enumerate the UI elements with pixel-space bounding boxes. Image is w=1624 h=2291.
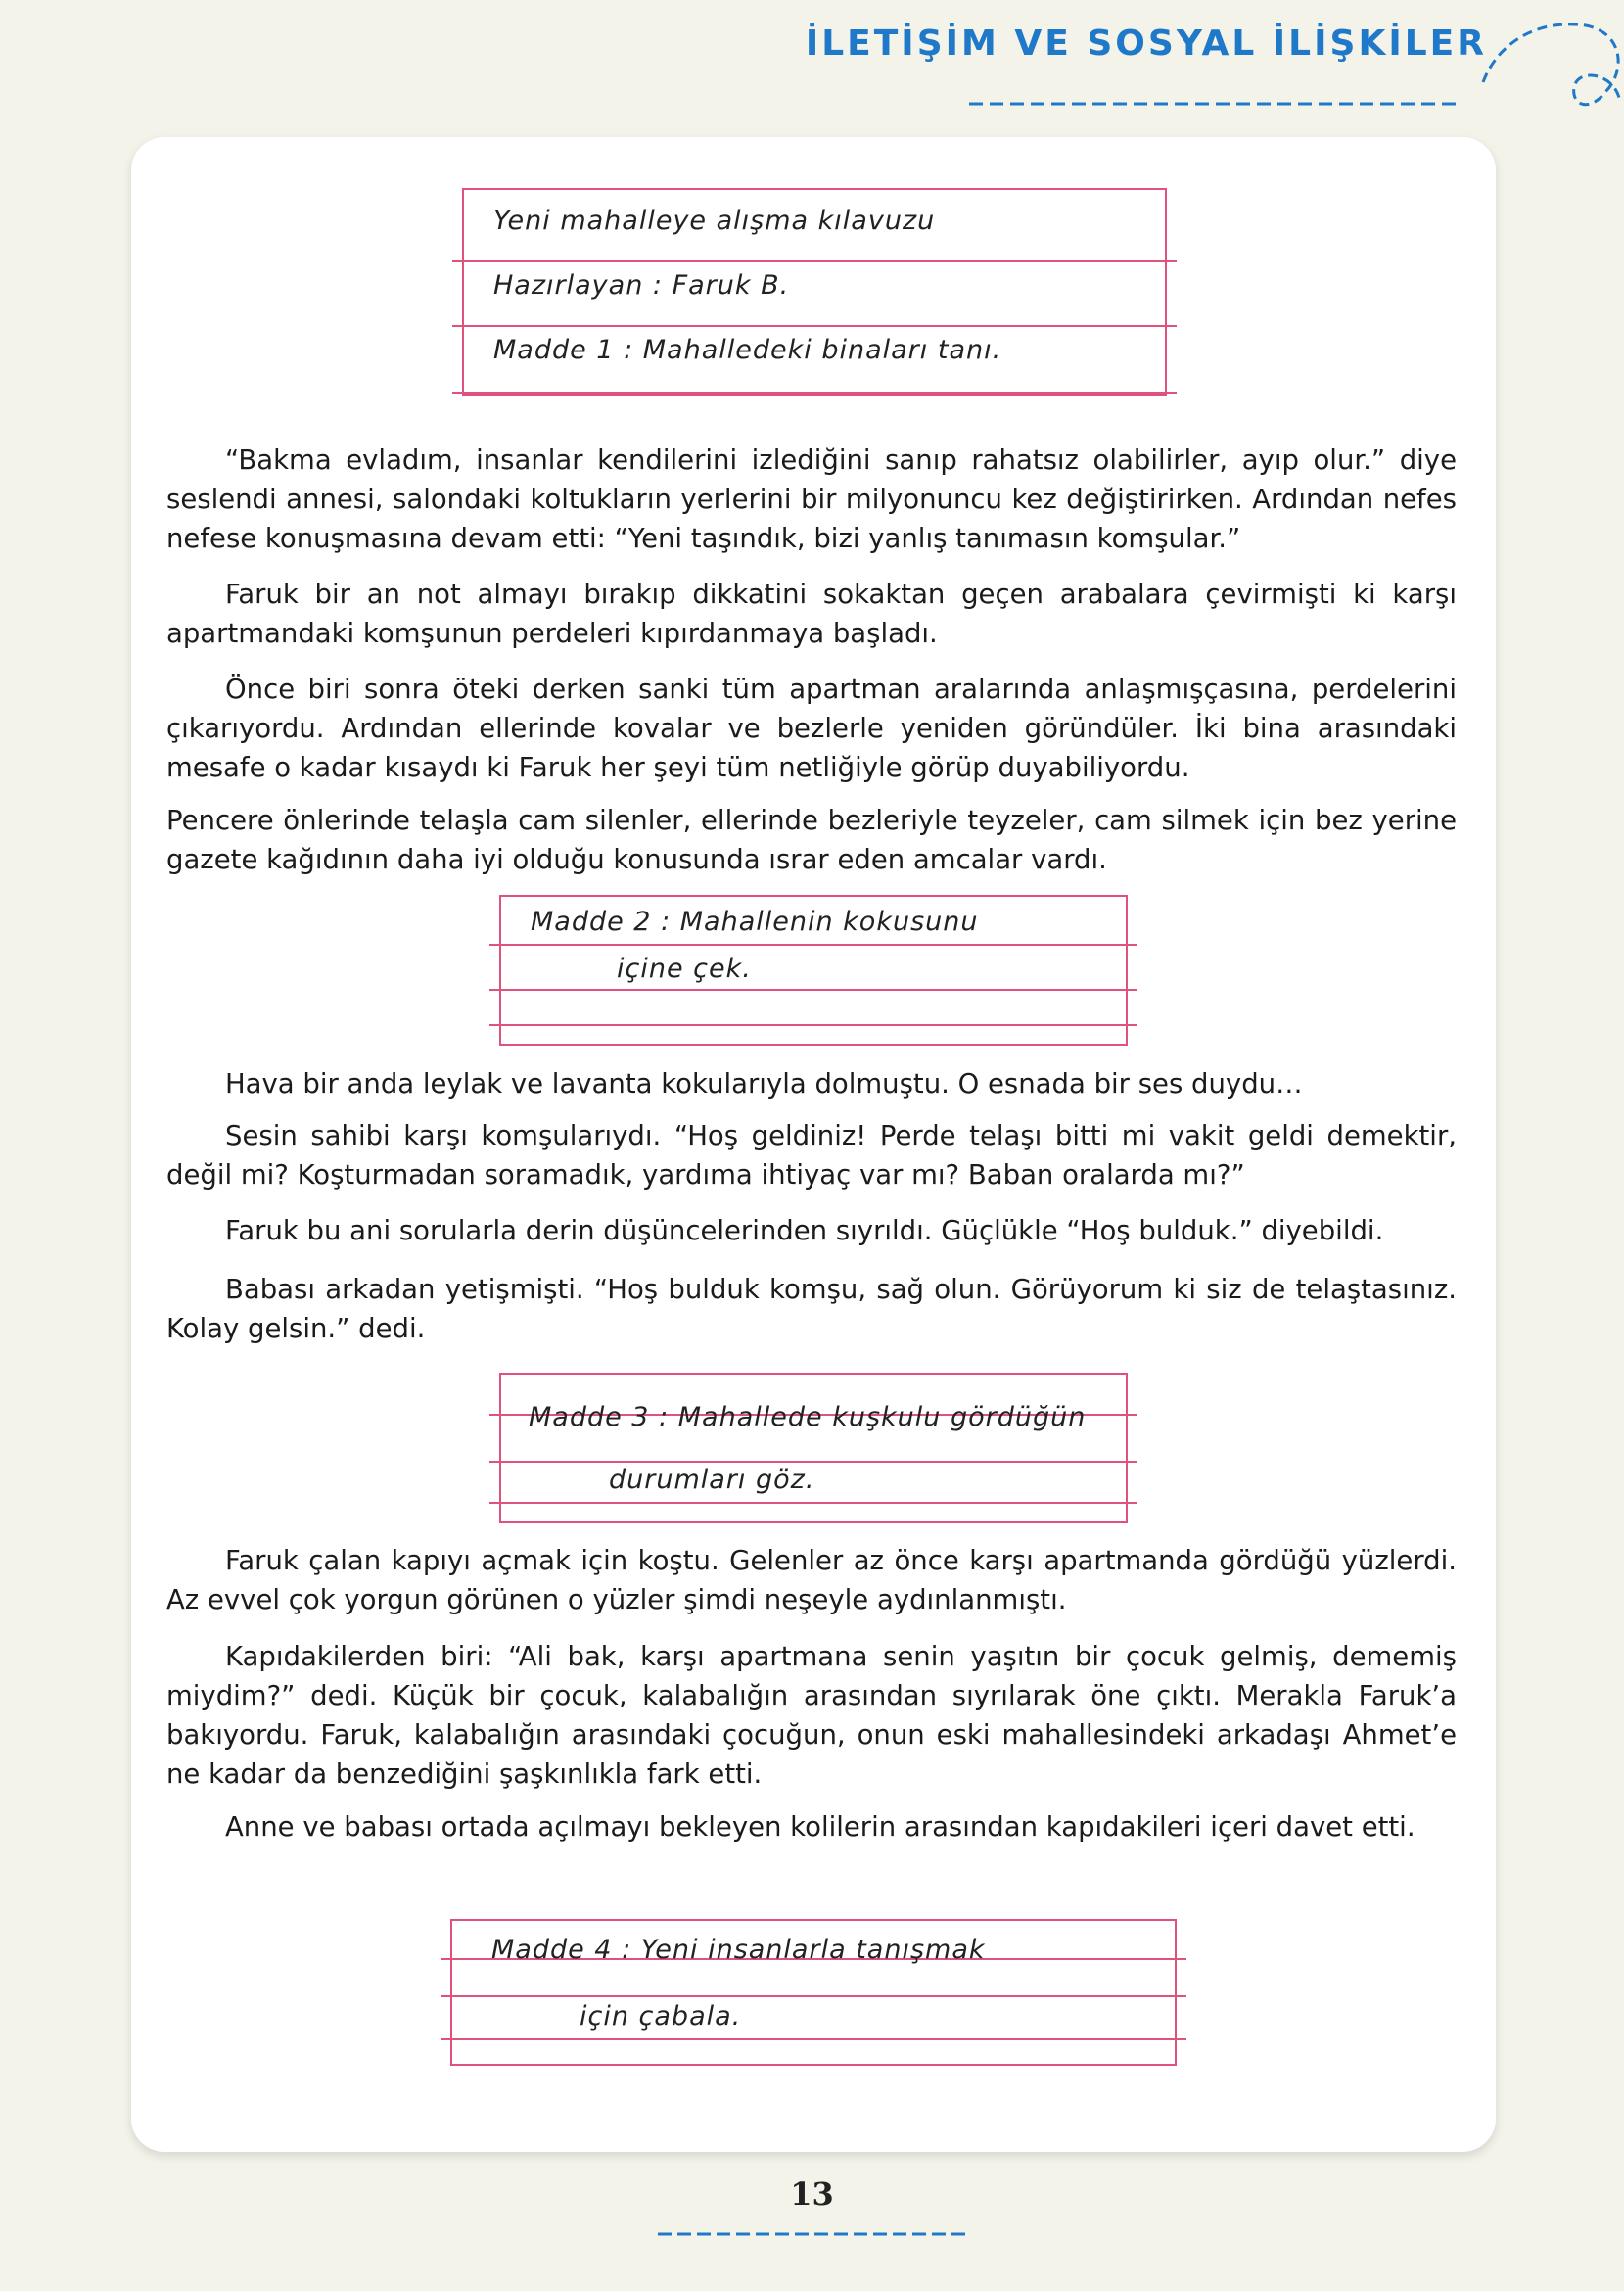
handwritten-note (499, 1373, 1128, 1523)
note-line: Madde 1 : Mahalledeki binaları tanı. (493, 335, 1002, 365)
note-line: Madde 2 : Mahallenin kokusunu (531, 907, 979, 937)
note-line: içine çek. (617, 954, 752, 984)
handwritten-note (450, 1919, 1177, 2066)
footer-dash-line (658, 2228, 971, 2240)
story-paragraph: Anne ve babası ortada açılmayı bekleyen kolilerin arasından kapıdakileri içeri davet etti. (225, 1811, 1415, 1843)
story-paragraph: Babası arkadan yetişmişti. “Hoş bulduk komşu, sağ olun. Görüyorum ki siz de telaştasınız. Kolay gelsin.” dedi. (166, 1274, 1457, 1344)
story-paragraph: “Bakma evladım, insanlar kendilerini izlediğini sanıp rahatsız olabilirler, ayıp olur.” diye seslendi annesi, salondaki koltukların yerlerini bir milyonuncu kez değiştirirken. Ardından nefes nefese konuşmasına devam etti: “Yeni taşındık, bizi yanlış tanımasın komşular.” (166, 444, 1457, 554)
header-dash-line (969, 94, 1478, 114)
note-line: Madde 3 : Mahallede kuşkulu gördüğün (529, 1402, 1087, 1432)
story-paragraph: Faruk bir an not almayı bırakıp dikkatini sokaktan geçen arabalara çevirmişti ki karşı apartmandaki komşunun perdeleri kıpırdanmaya başladı. (166, 579, 1457, 649)
story-paragraph: Hava bir anda leylak ve lavanta kokularıyla dolmuştu. O esnada bir ses duydu… (225, 1068, 1303, 1099)
story-paragraph: Sesin sahibi karşı komşularıydı. “Hoş geldiniz! Perde telaşı bitti mi vakit geldi demektir, değil mi? Koşturmadan soramadık, yardıma ihtiyaç var mı? Baban oralarda mı?” (166, 1120, 1457, 1191)
section-title: İLETİŞİM VE SOSYAL İLİŞKİLER (805, 23, 1487, 64)
note-line: Yeni mahalleye alışma kılavuzu (493, 206, 936, 236)
handwritten-note (462, 188, 1167, 396)
note-line: Madde 4 : Yeni insanlarla tanışmak (491, 1935, 986, 1965)
handwritten-note (499, 895, 1128, 1046)
note-line: için çabala. (580, 2001, 742, 2032)
swirl-decoration-icon (1478, 14, 1624, 131)
note-line: Hazırlayan : Faruk B. (493, 270, 790, 301)
story-paragraph: Kapıdakilerden biri: “Ali bak, karşı apartmana senin yaşıtın bir çocuk gelmiş, dememiş miydim?” dedi. Küçük bir çocuk, kalabalığın arasından sıyrılarak öne çıktı. Merakla Faruk’a bakıyordu. Faruk, kalabalığın arasındaki çocuğun, onun eski mahallesindeki arkadaşı Ahmet’e ne kadar da benzediğini şaşkınlıkla fark etti. (166, 1641, 1457, 1790)
page-number: 13 (790, 2175, 834, 2213)
note-line: durumları göz. (609, 1465, 815, 1495)
story-paragraph: Pencere önlerinde telaşla cam silenler, ellerinde bezleriyle teyzeler, cam silmek için bez yerine gazete kağıdının daha iyi olduğu konusunda ısrar eden amcalar vardı. (166, 805, 1457, 875)
story-paragraph: Faruk bu ani sorularla derin düşüncelerinden sıyrıldı. Güçlükle “Hoş bulduk.” diyebildi. (225, 1215, 1384, 1246)
story-paragraph: Önce biri sonra öteki derken sanki tüm apartman aralarında anlaşmışçasına, perdelerini çıkarıyordu. Ardından ellerinde kovalar ve bezlerle yeniden göründüler. İki bina arasındaki mesafe o kadar kısaydı ki Faruk her şeyi tüm netliğiyle görüp duyabiliyordu. (166, 674, 1457, 783)
story-paragraph: Faruk çalan kapıyı açmak için koştu. Gelenler az önce karşı apartmanda gördüğü yüzlerdi. Az evvel çok yorgun görünen o yüzler şimdi neşeyle aydınlanmıştı. (166, 1545, 1457, 1615)
